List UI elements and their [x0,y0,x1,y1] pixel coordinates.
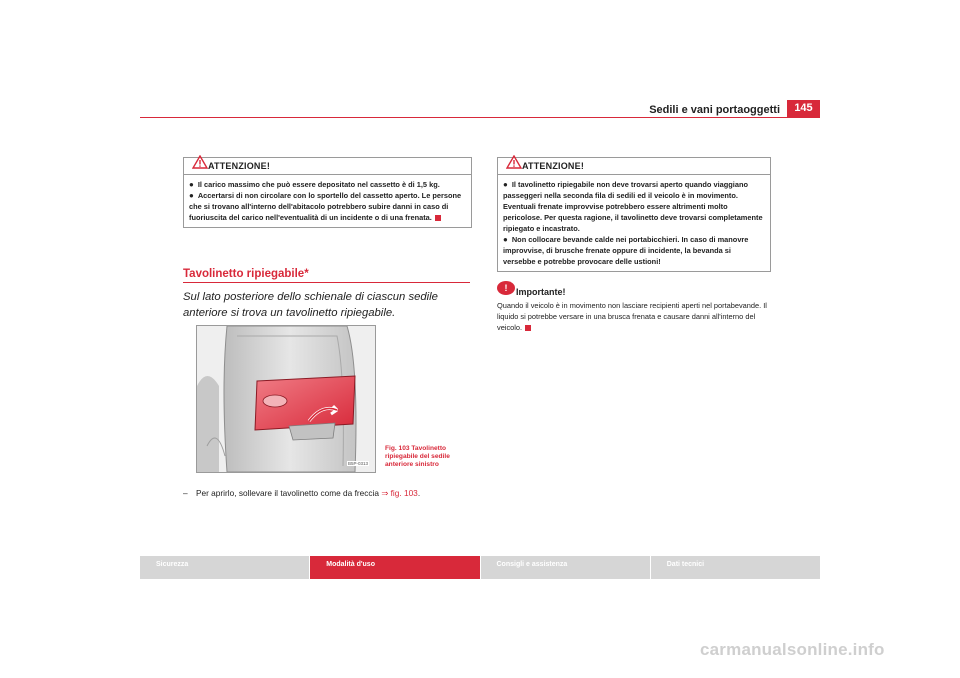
header-rule [140,117,820,118]
warning-box-left [183,157,472,228]
footer-tab-modalita-duso[interactable]: Modalità d'uso [309,556,479,579]
warning-triangle-icon [506,155,522,169]
step-end: . [417,488,421,498]
bullet-icon: ● [189,180,194,189]
figure-code: B5P-0313 [347,461,368,466]
warning-item: ● Accertarsi di non circolare con lo sportello del cassetto aperto. Le persone che si trovano all'interno dell'abitacolo potrebbero subire danni in caso di fuoriuscita del carico nell'eventualità di un incidente o di una frenata. [189,191,462,222]
seat-back-illustration [197,326,375,472]
section-intro: Sul lato posteriore dello schienale di ciascun sedile anteriore si trova un tavolinetto ripiegabile. [183,291,438,319]
page-number: 145 [787,100,820,117]
running-title: Sedili e vani portaoggetti [649,104,780,116]
end-marker-icon [525,325,531,331]
figure-reference-link[interactable]: ⇒ fig. 103 [381,488,418,498]
section-heading: Tavolinetto ripiegabile* [183,268,309,280]
footer-tab-sicurezza[interactable]: Sicurezza [140,556,309,579]
footer-tab-dati-tecnici[interactable]: Dati tecnici [650,556,820,579]
warning-triangle-icon [192,155,208,169]
warning-title: ATTENZIONE! [522,161,585,171]
end-marker-icon [435,215,441,221]
figure-tray-illustration [196,325,376,473]
warning-header [184,158,471,175]
warning-item: ● Non collocare bevande calde nei portabicchieri. In caso di manovre improvvise, di brusche frenate oppure di incidente, la bevanda si versebbe e potrebbe provocare delle ustioni! [503,235,749,266]
step-text: Per aprirlo, sollevare il tavolinetto come da freccia [195,488,380,498]
warning-item: ● Il carico massimo che può essere depositato nel cassetto è di 1,5 kg. [189,180,440,189]
section-rule [183,282,470,283]
figure-caption: Fig. 103 Tavolinetto ripiegabile del sedile anteriore sinistro [385,445,450,468]
warning-box-right [497,157,771,272]
warning-body [498,175,770,271]
instruction-step [183,488,483,498]
bullet-icon: ● [503,235,508,244]
important-icon: ! [497,281,515,295]
bullet-icon: ● [503,180,508,189]
warning-item: ● Il tavolinetto ripiegabile non deve trovarsi aperto quando viaggiano passeggeri nella seconda fila di sedili ed il veicolo è in movimento. Eventuali frenate improvvise potrebbero essere altrimenti molto pericolose. Per questa ragione, il tavolinetto deve trovarsi completamente ripiegato e incastrato. [503,180,763,233]
bullet-icon: ● [189,191,194,200]
footer-tab-consigli[interactable]: Consigli e assistenza [480,556,650,579]
footer-nav [140,556,820,579]
watermark: carmanualsonline.info [700,640,885,659]
step-dash: – [183,488,188,498]
important-body: Quando il veicolo è in movimento non lasciare recipienti aperti nel portabevande. Il liquido si potrebbe versare in una brusca frenata e causare danni all'interno del veicolo. [497,301,767,332]
important-title: Importante! [516,287,566,297]
warning-header [498,158,770,175]
warning-title: ATTENZIONE! [208,161,271,171]
warning-body [184,175,471,227]
